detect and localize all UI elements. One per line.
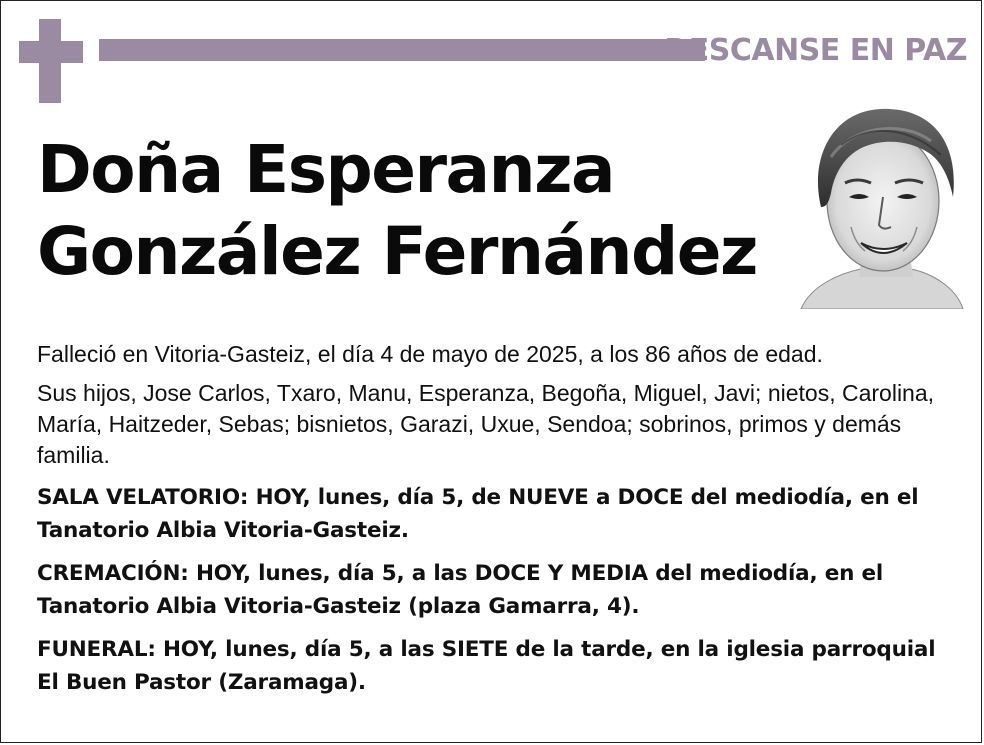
deceased-name xyxy=(37,129,797,293)
cross-horizontal-bar xyxy=(19,41,83,63)
header-label: DESCANSE EN PAZ xyxy=(664,33,967,68)
funeral-info: FUNERAL: HOY, lunes, día 5, a las SIETE de la tarde, en la iglesia parroquial El Buen Pastor (Zaramaga). xyxy=(37,637,936,695)
portrait-photo xyxy=(791,97,971,309)
cross-icon xyxy=(19,19,83,103)
deceased-name-line1: Doña Esperanza xyxy=(37,131,615,208)
cremation-info: CREMACIÓN: HOY, lunes, día 5, a las DOCE Y MEDIA del mediodía, en el Tanatorio Albia Vitoria-Gasteiz (plaza Gamarra, 4). xyxy=(37,561,884,619)
notice-body xyxy=(37,339,957,709)
wake-info: SALA VELATORIO: HOY, lunes, día 5, de NUEVE a DOCE del mediodía, en el Tanatorio Albia Vitoria-Gasteiz. xyxy=(37,485,919,543)
deceased-name-line2: González Fernández xyxy=(37,213,757,290)
death-announcement: Falleció en Vitoria-Gasteiz, el día 4 de mayo de 2025, a los 86 años de edad. xyxy=(37,341,823,367)
header-divider-bar xyxy=(99,39,705,61)
family-list: Sus hijos, Jose Carlos, Txaro, Manu, Esperanza, Begoña, Miguel, Javi; nietos, Carolina, María, Haitzeder, Sebas; bisnietos, Garazi, Uxue, Sendoa; sobrinos, primos y demás familia. xyxy=(37,380,935,468)
